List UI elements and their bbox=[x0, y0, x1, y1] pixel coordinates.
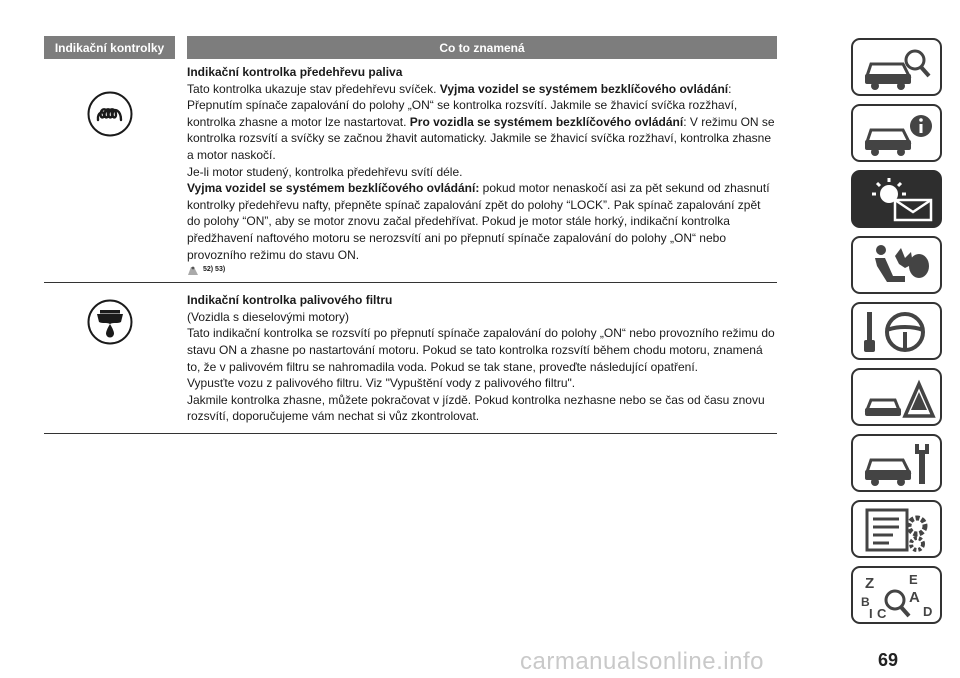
key-steering-wheel-icon bbox=[859, 308, 937, 356]
reference-note: 52) 53) bbox=[187, 264, 777, 277]
svg-text:I: I bbox=[869, 606, 873, 620]
row-paragraph: Přepnutím spínače zapalování do polohy „ON“ se kontrolka rozsvítí. Jakmile se žhavicí svíčka rozžhaví, kontrolka zhasne a motor lze nastartovat. Pro vozidla se systémem bezklíčového ovládání: V režimu ON se kontrolka rozsvítí a svíčky se začnou žhavit automaticky. Jakmile se žhavicí svíčka rozžhaví, kontrolka zhasne a motor naskočí. bbox=[187, 98, 775, 162]
chapter-tab-breakdown[interactable] bbox=[851, 368, 942, 426]
table-row bbox=[44, 59, 777, 283]
fuel-filter-icon bbox=[87, 299, 133, 345]
indicator-table bbox=[44, 36, 777, 434]
row-paragraph: Tato kontrolka ukazuje stav předehřevu svíček. Vyjma vozidel se systémem bezklíčového ovládání: bbox=[187, 81, 732, 96]
alphabet-index-search-icon bbox=[859, 572, 937, 620]
row-paragraph: Tato indikační kontrolka se rozsvítí po přepnutí spínače zapalování do polohy „ON“ nebo provozního režimu do stavu ON a zhasne po nastartování motoru. Pokud se tato kontrolka rozsvítí během chodu motoru, znamená to, že v palivovém filtru se nahromadila voda. Pokud se tak stane, proveďte následující opatření. bbox=[187, 326, 775, 374]
car-breakdown-warning-icon bbox=[859, 374, 937, 422]
header-indicators: Indikační kontrolky bbox=[44, 36, 175, 59]
table-row bbox=[44, 283, 777, 434]
svg-text:C: C bbox=[877, 606, 887, 620]
chapter-tab-key-steering[interactable] bbox=[851, 302, 942, 360]
row-title: Indikační kontrolka předehřevu paliva bbox=[187, 65, 403, 79]
chapter-tab-specifications[interactable] bbox=[851, 500, 942, 558]
glow-plug-icon bbox=[87, 91, 133, 137]
page-number: 69 bbox=[878, 650, 899, 670]
chapter-tab-seat-airbag[interactable] bbox=[851, 236, 942, 294]
chapter-tab-warning-lights[interactable] bbox=[851, 170, 942, 228]
svg-text:A: A bbox=[909, 589, 920, 606]
row-paragraph: Je-li motor studený, kontrolka předehřevu svítí déle. bbox=[187, 164, 463, 179]
chapter-tab-car-info[interactable] bbox=[851, 104, 942, 162]
svg-text:Z: Z bbox=[865, 575, 875, 592]
row-paragraph: (Vozidla s dieselovými motory) bbox=[187, 309, 350, 324]
row-title: Indikační kontrolka palivového filtru bbox=[187, 293, 393, 308]
spec-list-gear-icon bbox=[859, 506, 937, 554]
chapter-tab-index[interactable] bbox=[851, 566, 942, 624]
chapter-tab-maintenance[interactable] bbox=[851, 434, 942, 492]
table-header bbox=[44, 36, 777, 59]
svg-text:B: B bbox=[861, 595, 870, 609]
car-search-icon bbox=[859, 44, 937, 92]
row-paragraph: Jakmile kontrolka zhasne, můžete pokračovat v jízdě. Pokud kontrolka nezhasne nebo se čas od času znovu rozsvítí, doporučujeme vám nechat si vůz zkontrolovat. bbox=[187, 392, 765, 424]
car-wrench-icon bbox=[859, 440, 937, 488]
watermark: carmanualsonline.info bbox=[520, 648, 764, 675]
row-paragraph: Vypusťte vozu z palivového filtru. Viz "Vypuštění vody z palivového filtru". bbox=[187, 376, 576, 391]
chapter-tab-car-search[interactable] bbox=[851, 38, 942, 96]
pedestrian-warning-icon bbox=[187, 265, 199, 276]
header-meaning: Co to znamená bbox=[187, 36, 777, 59]
seat-airbag-icon bbox=[859, 242, 937, 290]
row-paragraph: Vyjma vozidel se systémem bezklíčového ovládání: pokud motor nenaskočí asi za pět sekund od zhasnutí kontrolky předehřevu nafty, přepněte spínač zapalování zpět do polohy “LOCK”. Pak spínač zapalování zpět do polohy “ON”, aby se motor znovu začal předehřívat. Pokud je motor stále horký, indikační kontrolka předžhavení naftového motoru se nerozsvítí ani po přepnutí spínače zapalování do polohy „ON“ nebo provozního režimu do stavu ON. bbox=[187, 181, 770, 262]
car-info-icon bbox=[859, 110, 937, 158]
svg-text:D: D bbox=[923, 604, 933, 619]
warning-light-message-icon bbox=[859, 176, 937, 224]
svg-text:E: E bbox=[909, 572, 918, 587]
